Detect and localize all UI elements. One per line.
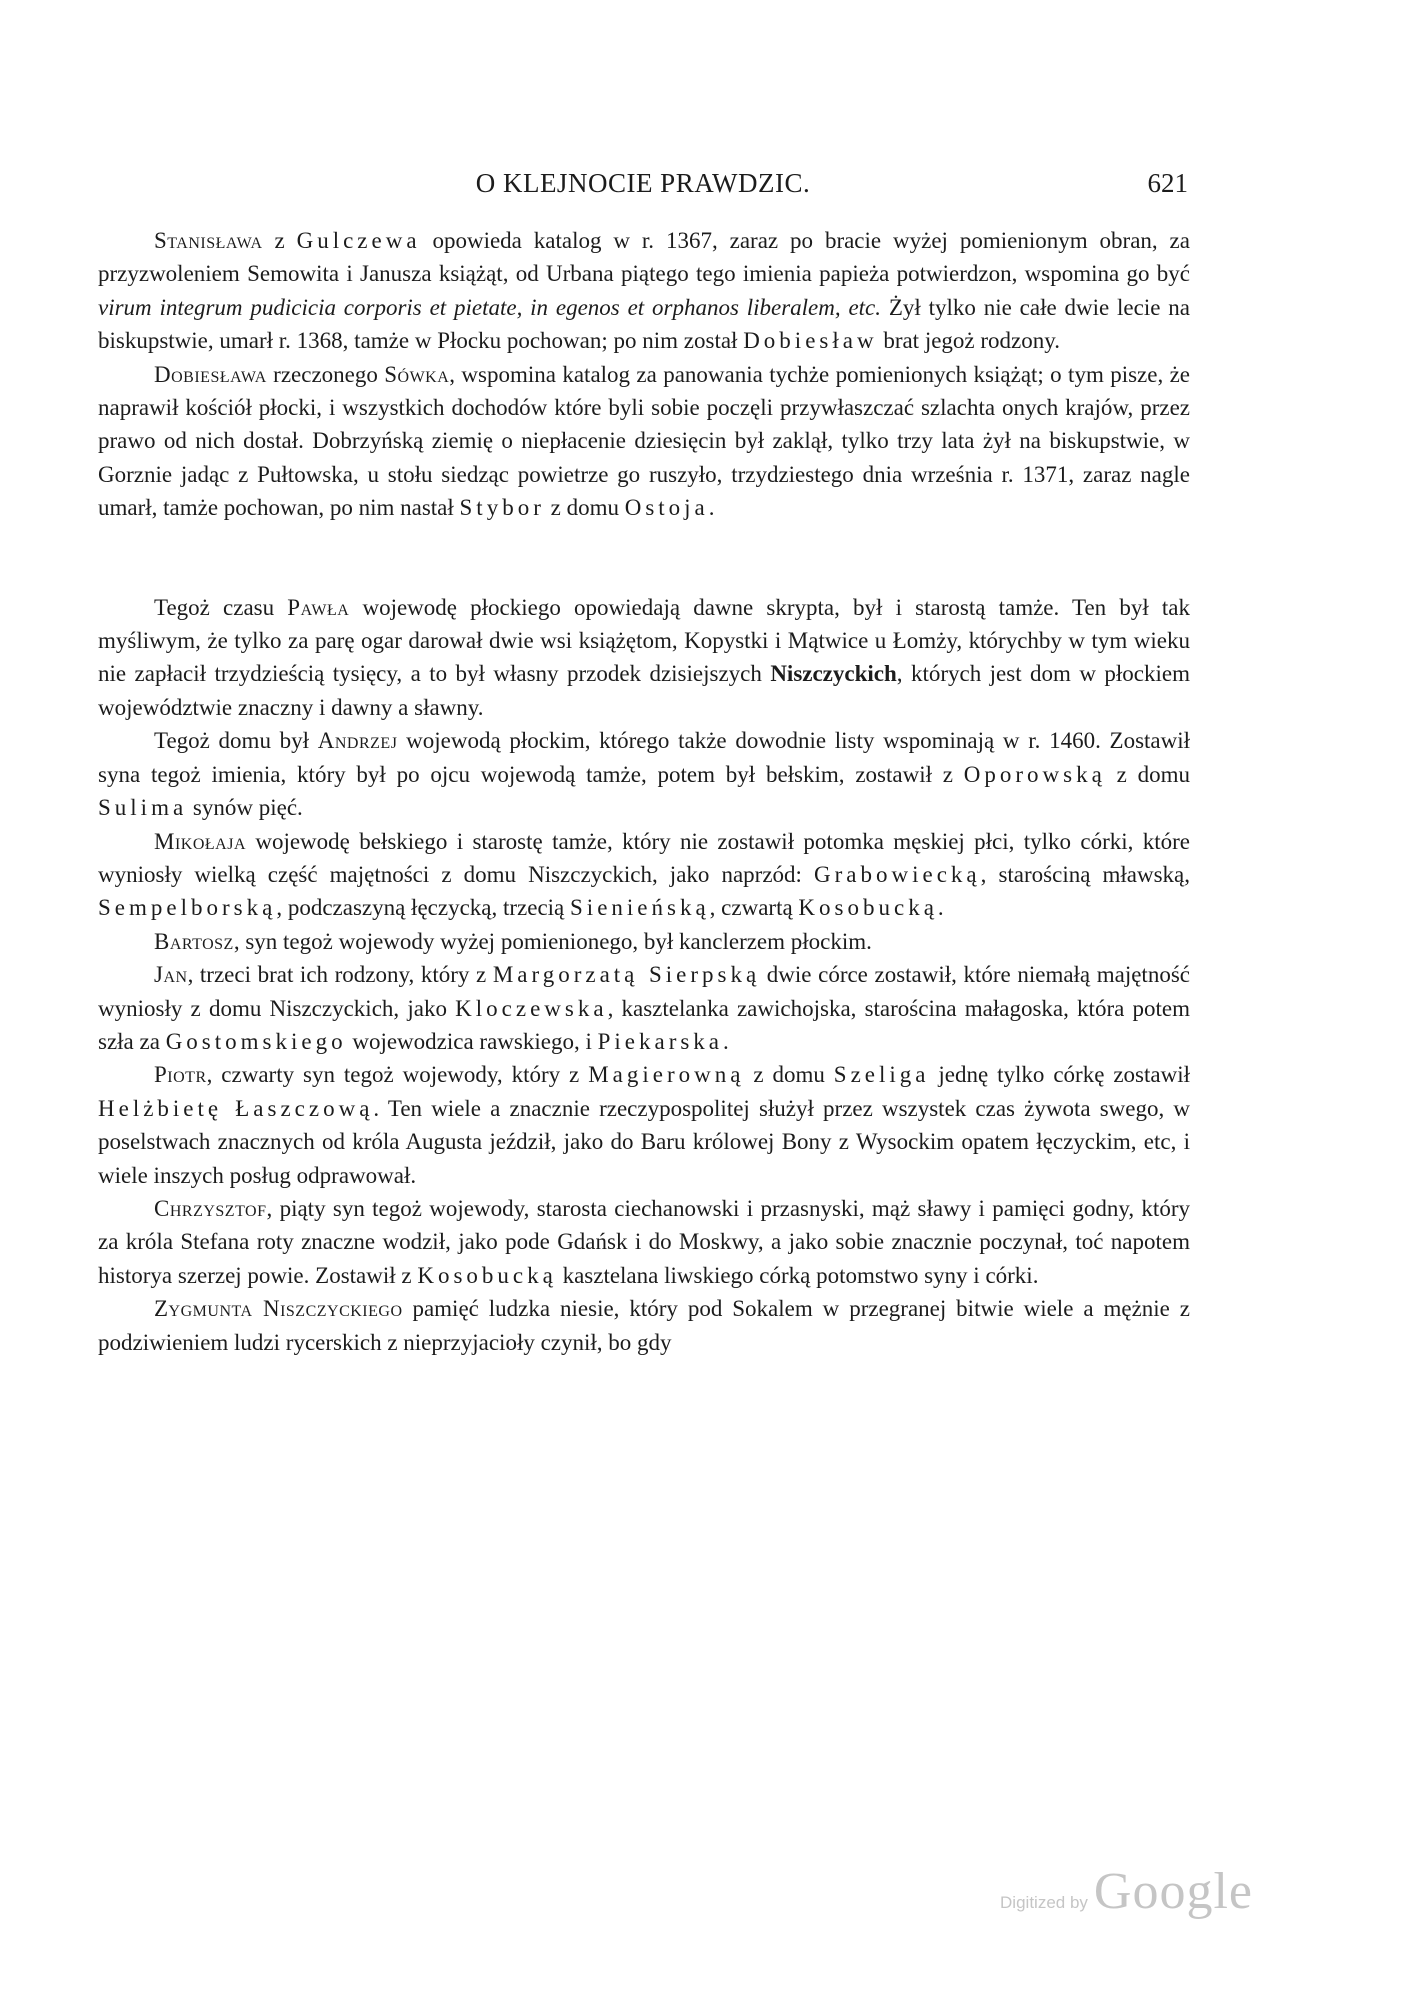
- body-text: [98, 224, 1190, 1359]
- person-name: Piekarska: [597, 1028, 724, 1054]
- person-name: Pawła: [287, 594, 350, 620]
- text-run: z domu: [744, 1062, 834, 1088]
- person-name: Stanisława: [154, 228, 263, 253]
- digitized-by-google-watermark: [1000, 1862, 1253, 1921]
- text-run: wojewodzica rawskiego, i: [346, 1028, 598, 1054]
- text-run: .: [723, 1028, 729, 1054]
- person-name: Sempelborską: [98, 895, 277, 921]
- paragraph-mikolaj: [98, 825, 1190, 925]
- text-run: Tegoż czasu: [154, 594, 288, 620]
- text-run: , czwartą: [709, 895, 799, 921]
- person-name: Sienieńską: [570, 895, 710, 921]
- person-name: Kosobucką: [798, 895, 938, 921]
- paragraph-zygmunt: [98, 1292, 1190, 1359]
- person-name: Chrzysztof: [154, 1195, 267, 1221]
- place-name: Gulczewa: [296, 228, 421, 253]
- text-run: , których jest dom w płockiem województwie znaczny i dawny a sławny.: [98, 661, 1190, 720]
- person-name: Zygmunta Niszczyckiego: [154, 1296, 403, 1322]
- text-run: , czwarty syn tegoż wojewody, który z: [206, 1062, 589, 1088]
- text-run: , starościną mławską,: [980, 861, 1190, 887]
- house-name: Ostoja: [624, 495, 709, 521]
- text-run: . Ten wiele a znacznie rzeczypospolitej służył przez wszystek czas żywota swego, w poselstwach znacznych od króla Augusta jeździł, jako do Baru królowej Bony z Wysockim opatem łęczyckim, etc, i wiele inszych posług odprawował.: [98, 1095, 1190, 1188]
- text-run: .: [937, 895, 944, 921]
- person-name: Gostomskiego: [165, 1028, 347, 1054]
- text-run: opowieda katalog w r. 1367, zaraz po bracie wyżej pomienionym obran, za przyzwoleniem Semowita i Janusza książąt, od Urbana piątego tego imienia papieża potwierdzon, wspomina go być: [98, 228, 1190, 287]
- text-run: rzeczonego: [266, 361, 385, 387]
- text-run: , podczaszyną łęczycką, trzecią: [276, 895, 571, 921]
- person-name: Kloczewska: [455, 995, 608, 1021]
- house-name: Sulima: [98, 795, 188, 821]
- person-name: Margorzatą Sierpską: [492, 962, 761, 988]
- person-name: Oporowską: [963, 761, 1106, 787]
- paragraph-piotr: [98, 1058, 1190, 1192]
- text-run: synów pięć.: [187, 795, 303, 821]
- text-run: dwie córce zostawił, które niemałą majętność wyniosły z domu Niszczyckich, jako: [98, 962, 1190, 1021]
- text-run: , kasztelanka zawichojska, starościna małagoska, która potem szła za: [98, 995, 1190, 1054]
- person-name: Dobiesław: [743, 328, 878, 354]
- person-name: Andrzej: [317, 728, 398, 754]
- text-run: z domu: [1105, 761, 1190, 787]
- nickname: Sówka: [384, 361, 450, 387]
- page-number: 621: [1147, 168, 1188, 198]
- text-run: wojewodę płockiego opowiedają dawne skrypta, był i starostą tamże. Ten był tak myśliwym, że tylko za parę ogar darował dwie wsi książętom, Kopystki i Mątwice u Łomży, którychby w tym wieku nie zapłacił trzydzieścią tysięcy, a to był własny przodek dzisiejszych: [98, 594, 1190, 687]
- person-name: Helżbietę Łaszczową: [98, 1095, 374, 1121]
- person-name: Grabowiecką: [814, 861, 981, 887]
- paragraph-dobieslaw: [98, 358, 1190, 525]
- text-run: , wspomina katalog za panowania tychże pomienionych książąt; o tym pisze, że naprawił kościół płocki, i wszystkich dochodów które byli sobie poczęli przywłaszczać szlachta onych krajów, przez prawo od nich dostał. Dobrzyńską ziemię o niepłacenie dziesięcin był zaklął, tylko trzy lata żył na biskupstwie, w Gorznie jadąc z Pułtowska, u stołu siedząc powietrze go ruszyło, trzydziestego dnia września r. 1371, zaraz nagle umarł, tamże pochowan, po nim nastał: [98, 361, 1191, 521]
- person-name: Piotr: [154, 1062, 207, 1088]
- person-name: Jan: [154, 962, 188, 988]
- paragraph-bartosz: [98, 925, 1190, 958]
- text-run: Tegoż domu był: [154, 728, 318, 754]
- text-run: z domu: [544, 495, 625, 521]
- text-run: , syn tegoż wojewody wyżej pomienionego, był kanclerzem płockim.: [233, 928, 872, 954]
- text-run: brat jegoż rodzony.: [877, 328, 1061, 354]
- text-run: jednę tylko córkę zostawił: [929, 1062, 1190, 1088]
- paragraph-chrzysztof: [98, 1192, 1190, 1292]
- text-run: Żył tylko nie całe dwie lecie na biskupstwie, umarł r. 1368, tamże w Płocku pochowan; po nim został: [98, 294, 1190, 354]
- watermark-prefix: Digitized by: [1000, 1893, 1088, 1912]
- person-name: Stybor: [459, 495, 545, 521]
- running-header: [98, 168, 1188, 208]
- person-name: Magierowną: [588, 1062, 745, 1088]
- person-name: Bartosz: [154, 928, 234, 954]
- text-run: , trzeci brat ich rodzony, który z: [187, 962, 493, 988]
- family-name: Niszczyckich: [770, 661, 897, 687]
- running-title: O KLEJNOCIE PRAWDZIC.: [475, 168, 811, 198]
- text-run: , piąty syn tegoż wojewody, starosta ciechanowski i przasnyski, mąż sławy i pamięci godny, który za króla Stefana roty znaczne wodził, jako pode Gdańsk i do Moskwy, a jako sobie znacznie poczynał, toć napotem historya szerzej powie. Zostawił z: [98, 1195, 1190, 1288]
- latin-quote: virum integrum pudicicia corporis et pietate, in egenos et orphanos liberalem, etc.: [98, 294, 882, 320]
- text-run: z: [262, 228, 297, 253]
- text-run: wojewodę bełskiego i starostę tamże, który nie zostawił potomka męskiej płci, tylko córki, które wyniosły wielką część majętności z domu Niszczyckich, jako naprzód:: [98, 828, 1190, 887]
- person-name: Kosobucką: [417, 1262, 557, 1288]
- paragraph-andrzej: [98, 724, 1190, 824]
- paragraph-jan: [98, 958, 1190, 1058]
- paragraph-pawel: [98, 591, 1190, 725]
- person-name: Mikołaja: [154, 828, 246, 854]
- text-run: pamięć ludzka niesie, który pod Sokalem w przegranej bitwie wiele a mężnie z podziwieniem ludzi rycerskich z nieprzyjacioły czynił, bo gdy: [98, 1296, 1191, 1355]
- paragraph-stanislaw: [98, 224, 1190, 358]
- house-name: Szeliga: [833, 1062, 930, 1088]
- person-name: Dobiesława: [154, 361, 267, 387]
- google-logo: Google: [1093, 1863, 1253, 1920]
- text-run: .: [708, 495, 715, 521]
- text-run: wojewodą płockim, którego także dowodnie listy wspominają w r. 1460. Zostawił syna tegoż imienia, który był po ojcu wojewodą tamże, potem był bełskim, zostawił z: [98, 728, 1191, 787]
- text-run: kasztelana liwskiego córką potomstwo syny i córki.: [556, 1262, 1039, 1288]
